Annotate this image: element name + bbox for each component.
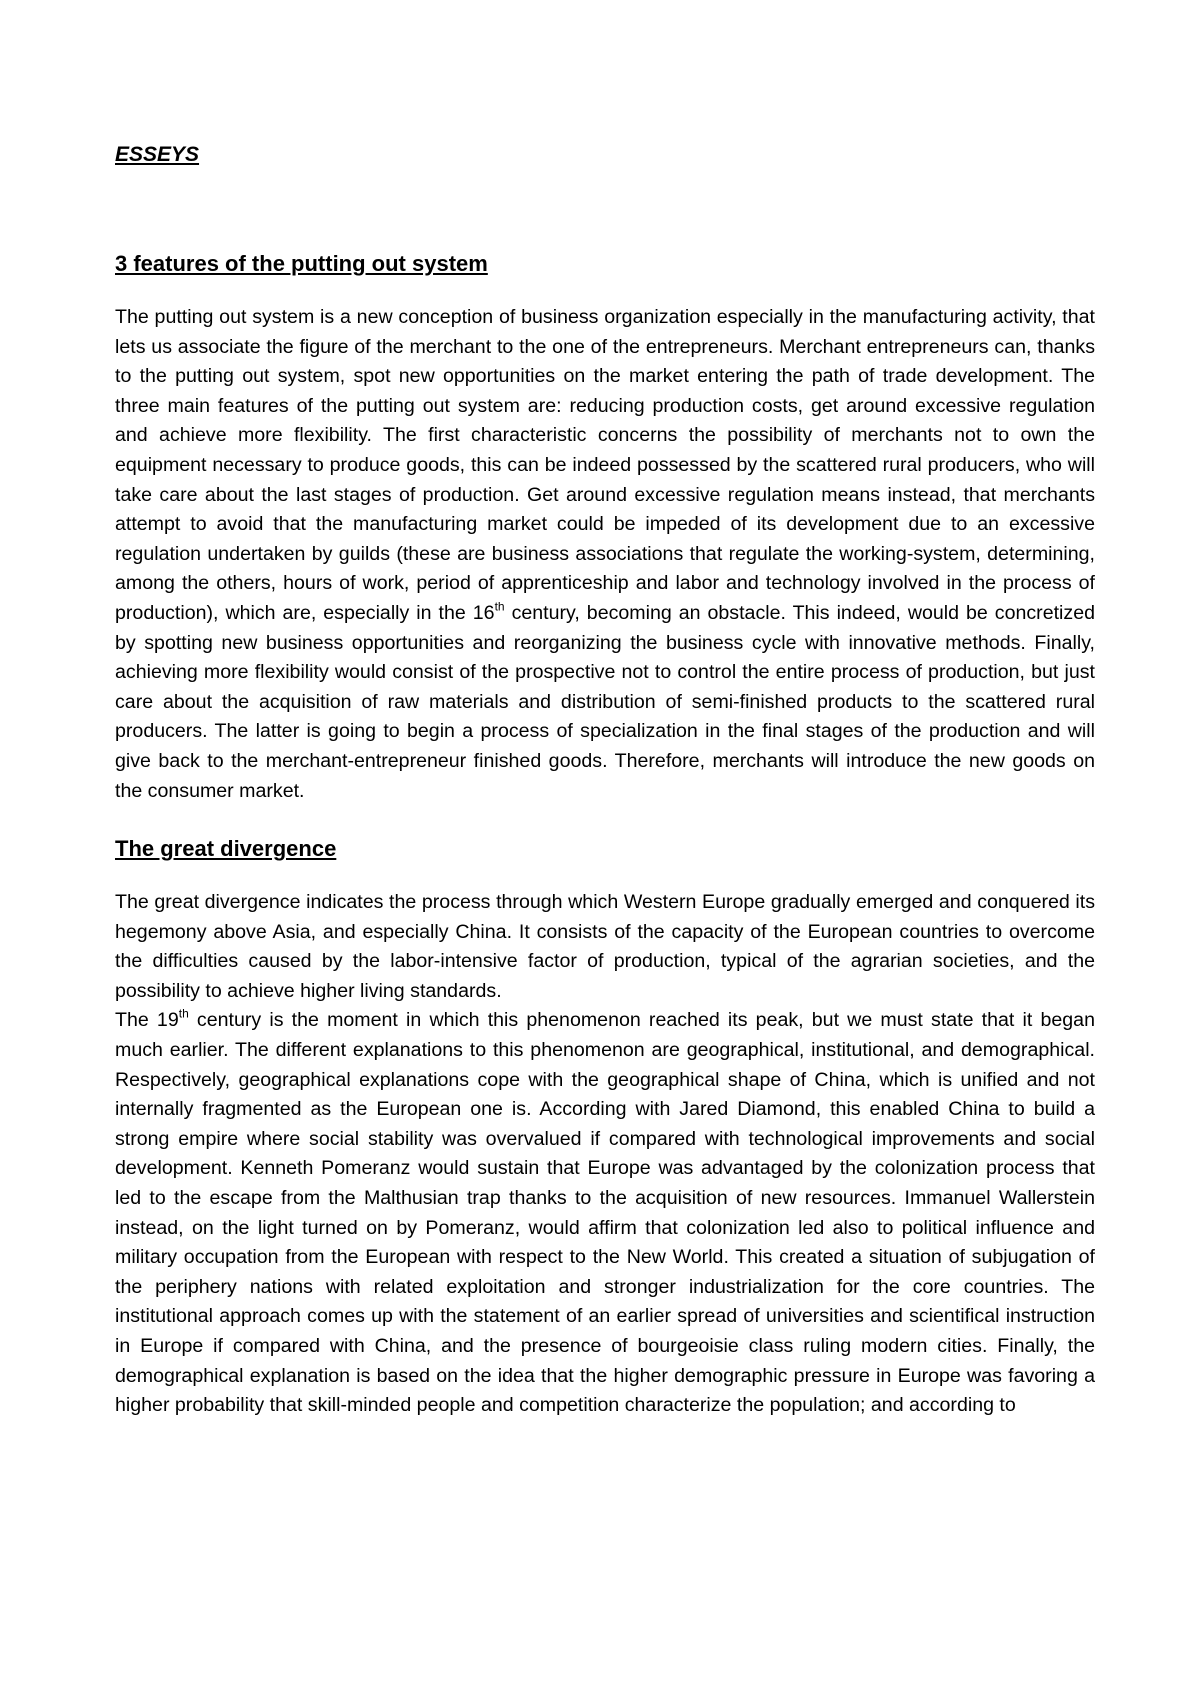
superscript-ordinal: th (494, 599, 505, 614)
section-heading-great-divergence: The great divergence (115, 836, 337, 862)
section-heading-putting-out-system: 3 features of the putting out system (115, 251, 488, 276)
superscript-ordinal: th (178, 1007, 189, 1022)
paragraph-great-divergence-explanations (115, 1006, 1095, 1420)
paragraph-text-part: century is the moment in which this phenomenon reached its peak, but we must state that it began much earlier. The different explanations to this phenomenon are geographical, institutional, and demographical. Respectively, geographical explanations cope with the geographical shape of China, which is unified and not internally fragmented as the European one is. According with Jared Diamond, this enabled China to build a strong empire where social stability was overvalued if compared with technological improvements and social development. Kenneth Pomeranz would sustain that Europe was advantaged by the colonization process that led to the escape from the Malthusian trap thanks to the acquisition of new resources. Immanuel Wallerstein instead, on the light turned on by Pomeranz, would affirm that colonization led also to political influence and military occupation from the European with respect to the New World. This created a situation of subjugation of the periphery nations with related exploitation and stronger industrialization for the core countries. The institutional approach comes up with the statement of an earlier spread of universities and scientifical instruction in Europe if compared with China, and the presence of bourgeoisie class ruling modern cities. Finally, the demographical explanation is based on the idea that the higher demographic pressure in Europe was favoring a higher probability that skill-minded people and competition characterize the population; and according to (115, 1009, 1095, 1417)
document-page (115, 140, 1095, 1421)
document-title: ESSEYS (115, 143, 200, 166)
paragraph-text-part: The great divergence indicates the process through which Western Europe gradually emerged and conquered its hegemony above Asia, and especially China. It consists of the capacity of the European countries to overcome the difficulties caused by the labor-intensive factor of production, typical of the agrarian societies, and the possibility to achieve higher living standards. (115, 891, 1095, 1002)
section-spacer (115, 806, 1095, 834)
paragraph-text-part: century, becoming an obstacle. This indeed, would be concretized by spotting new business opportunities and reorganizing the business cycle with innovative methods. Finally, achieving more flexibility would consist of the prospective not to control the entire process of production, but just care about the acquisition of raw materials and distribution of semi-finished products to the scattered rural producers. The latter is going to begin a process of specialization in the final stages of the production and will give back to the merchant-entrepreneur finished goods. Therefore, merchants will introduce the new goods on the consumer market. (115, 601, 1095, 802)
paragraph-great-divergence-intro (115, 888, 1095, 1006)
paragraph-text-part: The putting out system is a new conception of business organization especially in the manufacturing activity, that lets us associate the figure of the merchant to the one of the entrepreneurs. Merchant entrepreneurs can, thanks to the putting out system, spot new opportunities on the market entering the path of trade development. The three main features of the putting out system are: reducing production costs, get around excessive regulation and achieve more flexibility. The first characteristic concerns the possibility of merchants not to own the equipment necessary to produce goods, this can be indeed possessed by the scattered rural producers, who will take care about the last stages of production. Get around excessive regulation means instead, that merchants attempt to avoid that the manufacturing market could be impeded of its development due to an excessive regulation undertaken by guilds (these are business associations that regulate the working-system, determining, among the others, hours of work, period of apprenticeship and labor and technology involved in the process of production), which are, especially in the 16 (115, 306, 1095, 624)
paragraph-putting-out-system (115, 303, 1095, 806)
paragraph-text-part: The 19 (115, 1009, 179, 1032)
